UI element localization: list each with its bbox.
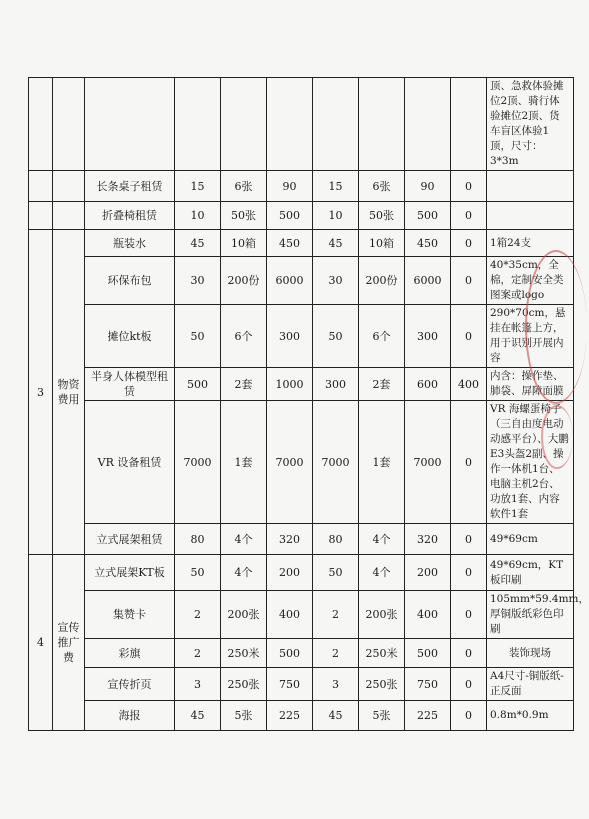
table-row: [29, 230, 574, 257]
unit-price: 2: [175, 639, 221, 668]
difference: 0: [451, 639, 487, 668]
approved-price: 15: [313, 171, 359, 202]
approved-price: 300: [313, 368, 359, 401]
difference: 0: [451, 524, 487, 555]
approved-price: 10: [313, 202, 359, 230]
quantity: 6个: [221, 305, 267, 368]
quantity: [221, 78, 267, 171]
note: 105mm*59.4mm，厚铜版纸彩色印刷: [487, 591, 574, 639]
item-name: 瓶装水: [85, 230, 175, 257]
approved-amount: 6000: [405, 257, 451, 305]
approved-quantity: 6张: [359, 171, 405, 202]
item-name: 集赞卡: [85, 591, 175, 639]
approved-amount: 90: [405, 171, 451, 202]
note: 49*69cm: [487, 524, 574, 555]
approved-amount: 225: [405, 701, 451, 731]
quantity: 6张: [221, 171, 267, 202]
difference: 0: [451, 230, 487, 257]
amount: 500: [267, 202, 313, 230]
table-row: [29, 368, 574, 401]
difference: 0: [451, 171, 487, 202]
unit-price: 80: [175, 524, 221, 555]
unit-price: 50: [175, 555, 221, 591]
approved-price: 50: [313, 305, 359, 368]
table-row: [29, 701, 574, 731]
approved-quantity: 200份: [359, 257, 405, 305]
item-name: [85, 78, 175, 171]
approved-price: 50: [313, 555, 359, 591]
note: 40*35cm，全棉，定制安全类图案或logo: [487, 257, 574, 305]
quantity: 1套: [221, 401, 267, 524]
note: VR 海螺蛋椅子（三自由度电动动感平台）、大鹏E3头盔2副、操作一体机1台、电脑主机2台、功放1套、内容软件1套: [487, 401, 574, 524]
approved-price: 45: [313, 701, 359, 731]
approved-price: 2: [313, 591, 359, 639]
approved-quantity: [359, 78, 405, 171]
note: [487, 202, 574, 230]
approved-price: 3: [313, 668, 359, 701]
item-name: 折叠椅租赁: [85, 202, 175, 230]
quantity: 2套: [221, 368, 267, 401]
difference: [451, 78, 487, 171]
difference: 400: [451, 368, 487, 401]
amount: 750: [267, 668, 313, 701]
approved-quantity: 1套: [359, 401, 405, 524]
note: 顶、急救体验摊位2顶、骑行体验摊位2顶、货车盲区体验1顶，尺寸：3*3m: [487, 78, 574, 171]
approved-quantity: 250米: [359, 639, 405, 668]
note: [487, 171, 574, 202]
amount: 500: [267, 639, 313, 668]
item-name: 摊位kt板: [85, 305, 175, 368]
quantity: 4个: [221, 524, 267, 555]
quantity: 10箱: [221, 230, 267, 257]
table-row: [29, 555, 574, 591]
quantity: 200份: [221, 257, 267, 305]
quantity: 5张: [221, 701, 267, 731]
table-row: [29, 257, 574, 305]
table-row: [29, 639, 574, 668]
item-name: 海报: [85, 701, 175, 731]
section-name: 物资费用: [53, 230, 85, 555]
approved-amount: 200: [405, 555, 451, 591]
difference: 0: [451, 668, 487, 701]
table-row: [29, 202, 574, 230]
amount: 400: [267, 591, 313, 639]
difference: 0: [451, 257, 487, 305]
item-name: 宣传折页: [85, 668, 175, 701]
difference: 0: [451, 555, 487, 591]
table-row: [29, 305, 574, 368]
amount: 320: [267, 524, 313, 555]
approved-quantity: 2套: [359, 368, 405, 401]
note: 装饰现场: [487, 639, 574, 668]
item-name: 彩旗: [85, 639, 175, 668]
section-number: 4: [29, 555, 53, 731]
approved-amount: 300: [405, 305, 451, 368]
amount: [267, 78, 313, 171]
difference: 0: [451, 701, 487, 731]
table-row: [29, 524, 574, 555]
approved-price: 2: [313, 639, 359, 668]
section-number: 3: [29, 230, 53, 555]
approved-quantity: 200张: [359, 591, 405, 639]
unit-price: 2: [175, 591, 221, 639]
amount: 7000: [267, 401, 313, 524]
note: 内含：操作垫、肺袋、屏障面膜: [487, 368, 574, 401]
note: 0.8m*0.9m: [487, 701, 574, 731]
amount: 300: [267, 305, 313, 368]
approved-price: 80: [313, 524, 359, 555]
note: 49*69cm，KT板印刷: [487, 555, 574, 591]
item-name: VR 设备租赁: [85, 401, 175, 524]
amount: 225: [267, 701, 313, 731]
seal-stamp-partial: [541, 405, 573, 469]
quantity: 250张: [221, 668, 267, 701]
approved-amount: 750: [405, 668, 451, 701]
approved-amount: 600: [405, 368, 451, 401]
approved-amount: 7000: [405, 401, 451, 524]
unit-price: 50: [175, 305, 221, 368]
table-row: [29, 401, 574, 524]
item-name: 长条桌子租赁: [85, 171, 175, 202]
note: A4尺寸-铜版纸-正反面: [487, 668, 574, 701]
approved-amount: [405, 78, 451, 171]
approved-quantity: 5张: [359, 701, 405, 731]
quantity: 4个: [221, 555, 267, 591]
budget-table: [28, 77, 589, 731]
approved-amount: 400: [405, 591, 451, 639]
table-row: [29, 668, 574, 701]
approved-price: 7000: [313, 401, 359, 524]
item-name: 半身人体模型租赁: [85, 368, 175, 401]
unit-price: 7000: [175, 401, 221, 524]
seal-stamp: [525, 250, 587, 404]
item-name: 立式展架租赁: [85, 524, 175, 555]
item-name: 立式展架KT板: [85, 555, 175, 591]
table-row: [29, 78, 574, 171]
difference: 0: [451, 202, 487, 230]
approved-amount: 450: [405, 230, 451, 257]
amount: 450: [267, 230, 313, 257]
note: 1箱24支: [487, 230, 574, 257]
approved-price: 30: [313, 257, 359, 305]
approved-amount: 500: [405, 639, 451, 668]
unit-price: 30: [175, 257, 221, 305]
approved-quantity: 4个: [359, 524, 405, 555]
table-row: [29, 591, 574, 639]
approved-quantity: 4个: [359, 555, 405, 591]
unit-price: 45: [175, 701, 221, 731]
amount: 90: [267, 171, 313, 202]
difference: 0: [451, 305, 487, 368]
amount: 1000: [267, 368, 313, 401]
quantity: 50张: [221, 202, 267, 230]
quantity: 200张: [221, 591, 267, 639]
approved-quantity: 10箱: [359, 230, 405, 257]
approved-price: 45: [313, 230, 359, 257]
item-name: 环保布包: [85, 257, 175, 305]
approved-price: [313, 78, 359, 171]
unit-price: 10: [175, 202, 221, 230]
note: 290*70cm，悬挂在帐篷上方，用于识别开展内容: [487, 305, 574, 368]
table-row: [29, 171, 574, 202]
amount: 200: [267, 555, 313, 591]
amount: 6000: [267, 257, 313, 305]
unit-price: 45: [175, 230, 221, 257]
unit-price: 500: [175, 368, 221, 401]
approved-amount: 500: [405, 202, 451, 230]
approved-quantity: 6个: [359, 305, 405, 368]
quantity: 250米: [221, 639, 267, 668]
approved-quantity: 50张: [359, 202, 405, 230]
approved-quantity: 250张: [359, 668, 405, 701]
approved-amount: 320: [405, 524, 451, 555]
unit-price: [175, 78, 221, 171]
section-name: 宣传推广费: [53, 555, 85, 731]
difference: 0: [451, 591, 487, 639]
unit-price: 3: [175, 668, 221, 701]
difference: 0: [451, 401, 487, 524]
unit-price: 15: [175, 171, 221, 202]
